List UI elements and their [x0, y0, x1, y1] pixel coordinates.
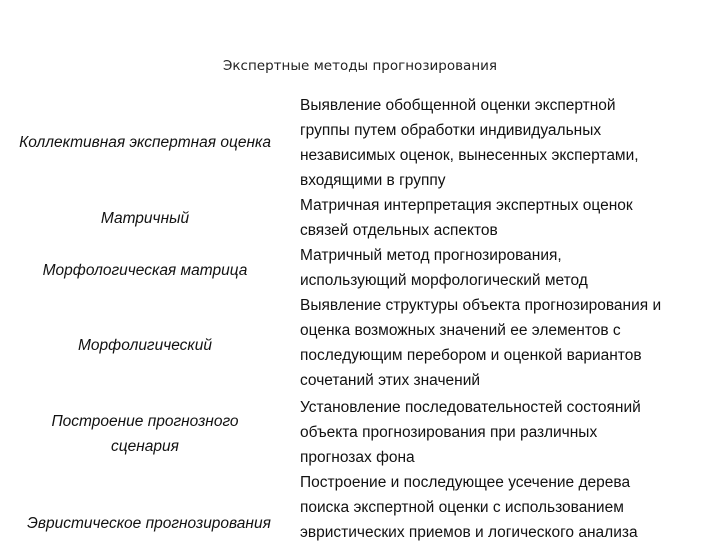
term-morphological: Морфолигический [78, 337, 212, 354]
desc-morphological: Выявление структуры объекта прогнозирования и оценка возможных значений ее элементов с последующим перебором и оценкой вариантов сочетаний этих значений [300, 297, 662, 389]
desc-scenario: Установление последовательностей состояний объекта прогнозирования при различных прогнозах фона [300, 399, 641, 466]
page-title: Экспертные методы прогнозирования [222, 58, 498, 74]
desc-matrix: Матричная интерпретация экспертных оценок связей отдельных аспектов [300, 197, 633, 239]
desc-heuristic: Построение и последующее усечение дерева поиска экспертной оценки с использованием эвристических приемов и логического анализа [300, 474, 638, 541]
term-scenario: Построение прогнозного сценария [51, 413, 239, 455]
term-collective: Коллективная экспертная оценка [19, 134, 271, 151]
term-morph-matrix: Морфологическая матрица [42, 262, 248, 279]
desc-morph-matrix: Матричный метод прогнозирования, использующий морфологический метод [300, 247, 588, 289]
term-heuristic: Эвристическое прогнозирования [27, 515, 271, 532]
term-matrix: Матричный [100, 210, 190, 227]
desc-collective: Выявление обобщенной оценки экспертной группы путем обработки индивидуальных независимых оценок, вынесенных экспертами, входящими в группу [300, 97, 639, 189]
